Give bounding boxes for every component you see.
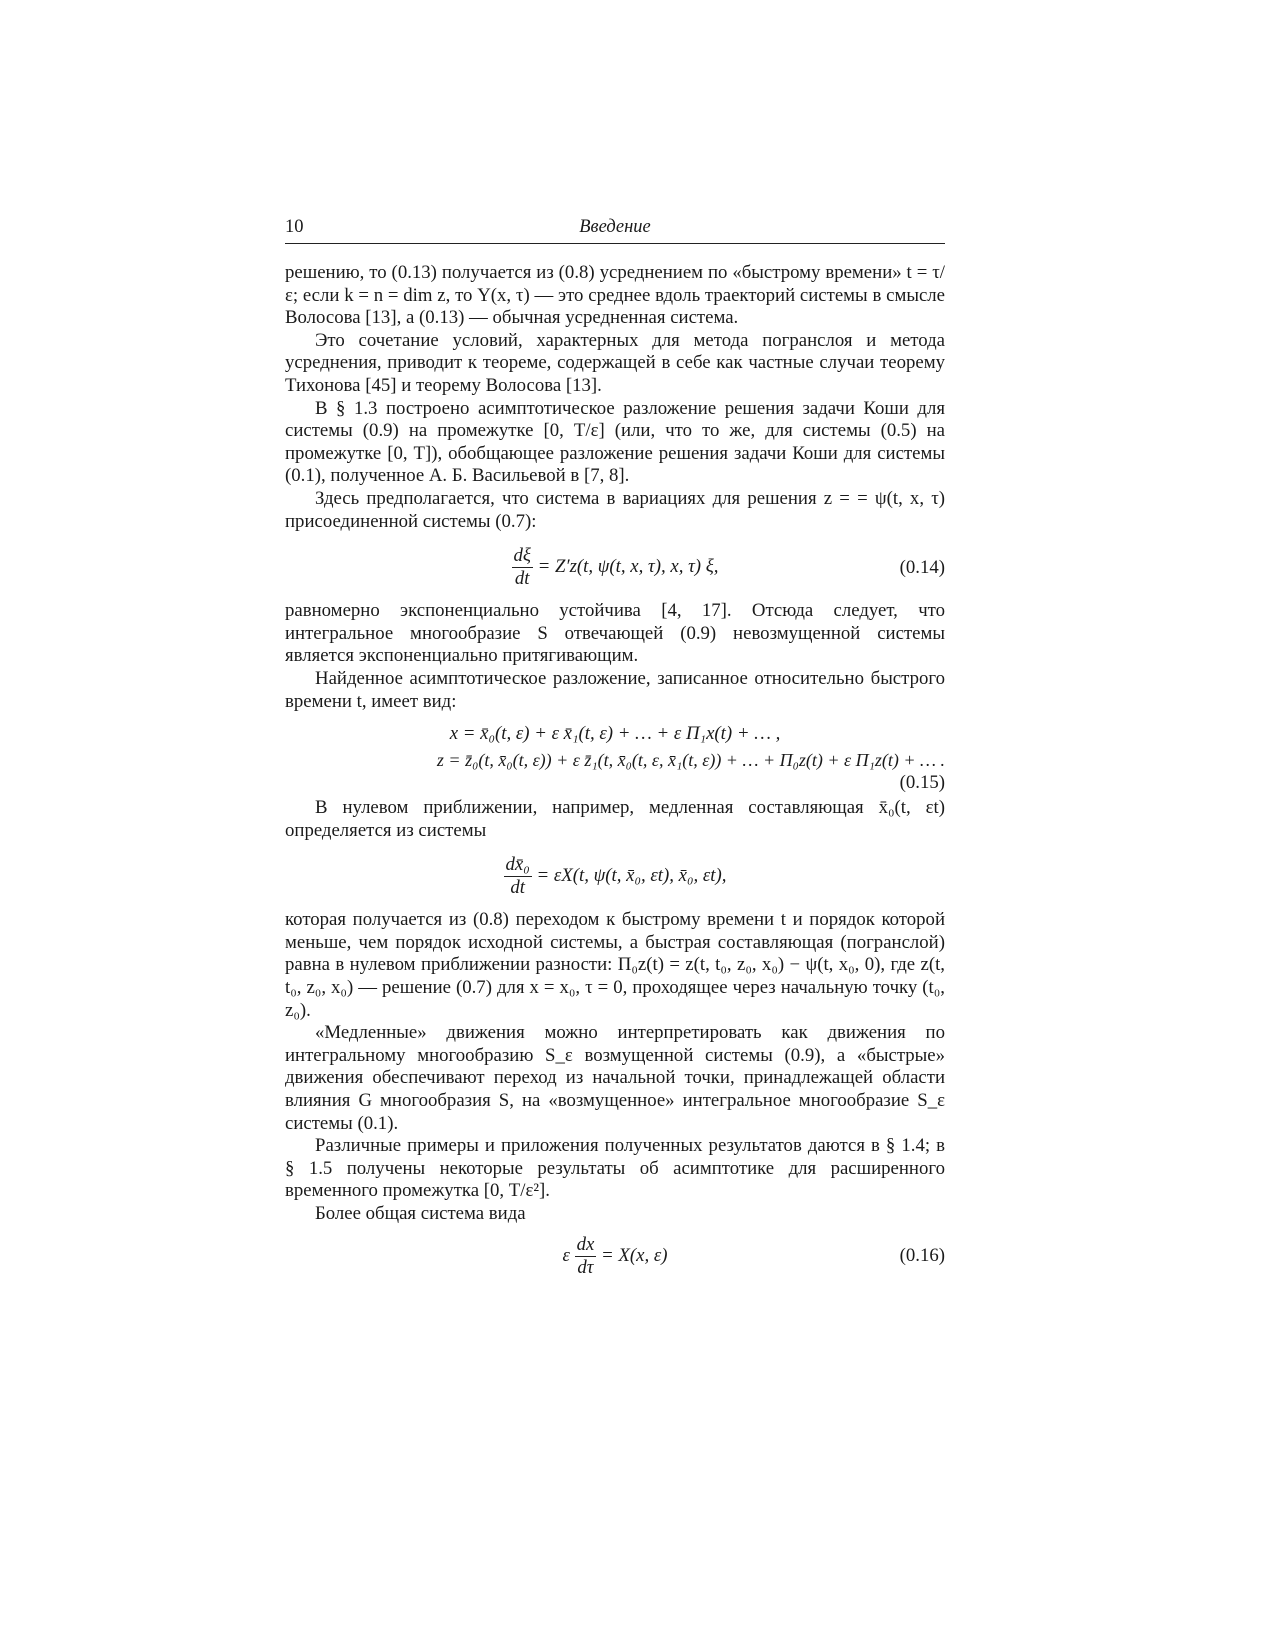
paragraph-1: решению, то (0.13) получается из (0.8) усреднением по «быстрому времени» t = τ/ε; если k = n = dim z, то Y(x, τ) — это среднее вдоль траекторий системы в смысле Волосова [13], а (0.13) — обычная усредненная система. bbox=[285, 262, 945, 329]
eq016-fraction bbox=[575, 1234, 597, 1279]
eq014-fraction bbox=[512, 545, 533, 590]
eq016-num: dx bbox=[576, 1233, 595, 1255]
eqx0-num: dx̄₀ bbox=[505, 854, 530, 876]
equation-0-16 bbox=[285, 1234, 945, 1279]
eq016-prefix: ε bbox=[562, 1244, 570, 1266]
paragraph-8: которая получается из (0.8) переходом к быстрому времени t и порядок которой меньше, чем порядок исходной системы, а быстрая составляющая (погранслой) равна в нулевом приближении разности: Π₀z(t) = z(t, t₀, z₀, x₀) − ψ(t, x₀, 0), где z(t, t₀, z₀, x₀) — решение (0.7) для x = x₀, τ = 0, проходящее через начальную точку (t₀, z₀). bbox=[285, 909, 945, 1021]
paragraph-6: Найденное асимптотическое разложение, записанное относительно быстрого времени t, имеет вид: bbox=[285, 667, 945, 712]
eqx0-fraction bbox=[504, 854, 532, 899]
eq014-num: dξ bbox=[513, 545, 531, 567]
page-number: 10 bbox=[285, 217, 304, 237]
eq014-rhs: = Z′z(t, ψ(t, x, τ), x, τ) ξ, bbox=[537, 555, 719, 577]
eq014-den: dt bbox=[514, 568, 530, 590]
paragraph-4: Здесь предполагается, что система в вариациях для решения z = = ψ(t, x, τ) присоединенной системы (0.7): bbox=[285, 487, 945, 532]
paragraph-9: «Медленные» движения можно интерпретировать как движения по интегральному многообразию S_ε возмущенной системы (0.9), а «быстрые» движения обеспечивают переход из начальной точки, принадлежащей области влияния G многообразия S, на «возмущенное» интегральное многообразие S_ε системы (0.1). bbox=[285, 1022, 945, 1134]
eqx0-rhs: = εX(t, ψ(t, x̄₀, εt), x̄₀, εt), bbox=[536, 865, 727, 887]
paragraph-2: Это сочетание условий, характерных для метода погранслоя и метода усреднения, приводит к теореме, содержащей в себе как частные случаи теорему Тихонова [45] и теорему Волосова [13]. bbox=[285, 329, 945, 396]
running-title: Введение bbox=[579, 217, 651, 237]
running-header bbox=[285, 215, 945, 244]
page-body bbox=[285, 262, 945, 1279]
eq015-line1: x = x̄₀(t, ε) + ε x̄₁(t, ε) + … + ε Π₁x(t) + … , bbox=[449, 723, 781, 745]
equation-x0 bbox=[285, 854, 945, 899]
eq016-number: (0.16) bbox=[899, 1245, 945, 1267]
eq016-den: dτ bbox=[577, 1256, 594, 1278]
eqx0-den: dt bbox=[510, 877, 525, 899]
equation-0-15 bbox=[285, 721, 945, 793]
eq014-number: (0.14) bbox=[899, 556, 945, 578]
paragraph-7: В нулевом приближении, например, медленная составляющая x̄₀(t, εt) определяется из системы bbox=[285, 797, 945, 841]
paragraph-5: равномерно экспоненциально устойчива [4, 17]. Отсюда следует, что интегральное многообразие S отвечающей (0.9) невозмущенной системы является экспоненциально притягивающим. bbox=[285, 600, 945, 667]
eq016-rhs: = X(x, ε) bbox=[601, 1244, 668, 1266]
paragraph-10: Различные примеры и приложения полученных результатов даются в § 1.4; в § 1.5 получены некоторые результаты об асимптотике для расширенного временного промежутка [0, T/ε²]. bbox=[285, 1135, 945, 1202]
equation-0-14 bbox=[285, 545, 945, 590]
paragraph-11: Более общая система вида bbox=[315, 1203, 526, 1224]
book-page bbox=[285, 0, 945, 1651]
eq015-line2: z = z̄₀(t, x̄₀(t, ε)) + ε z̄₁(t, x̄₀(t, ε, x̄₁(t, ε)) + … + Π₀z(t) + ε Π₁z(t) + … . bbox=[436, 750, 945, 771]
paragraph-3: В § 1.3 построено асимптотическое разложение решения задачи Коши для системы (0.9) на промежутке [0, T/ε] (или, что то же, для системы (0.5) на промежутке [0, T]), обобщающее разложение решения задачи Коши для системы (0.1), полученное А. Б. Васильевой в [7, 8]. bbox=[285, 397, 945, 487]
eq015-number: (0.15) bbox=[899, 772, 945, 794]
